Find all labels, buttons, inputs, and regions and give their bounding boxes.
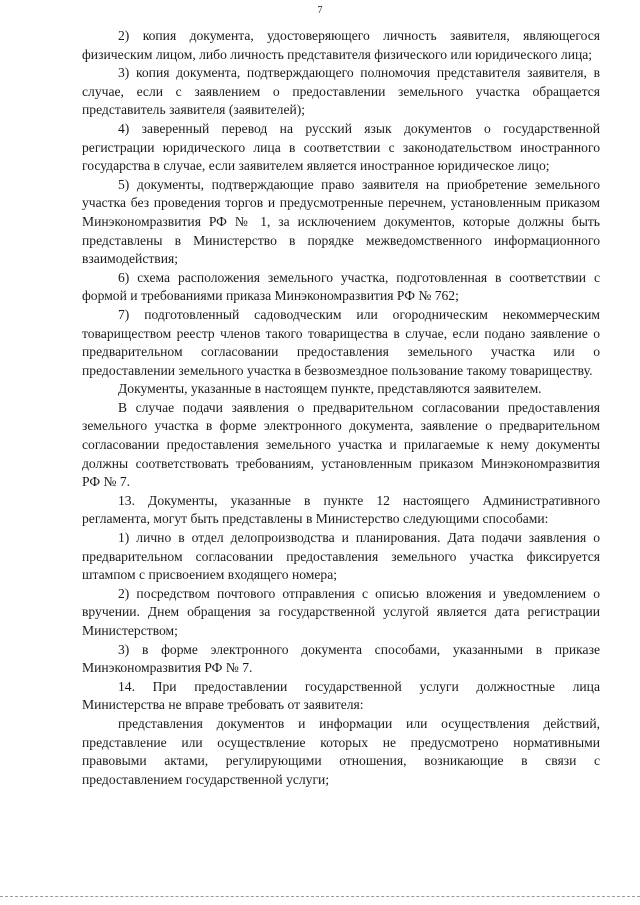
paragraph-documents-note: Документы, указанные в настоящем пункте, представляются заявителем.	[118, 381, 542, 397]
paragraph-item-7: 7) подготовленный садоводческим или огородническим некоммерческим товариществом реестр членов такого товарищества в случае, если подано заявление о предварительном согласовании предоставления земельного участка или о предоставлении земельного участка в безвозмездное пользование такому товариществу.	[82, 306, 600, 378]
paragraph-prohibited-requests: представления документов и информации или осуществления действий, представление или осуществление которых не предусмотрено нормативными правовыми актами, регулирующими отношения, возникающие в связи с предоставлением государственной услуги;	[82, 715, 600, 787]
document-body	[82, 27, 600, 789]
paragraph-item-3: 3) копия документа, подтверждающего полномочия представителя заявителя, в случае, если с заявлением о предоставлении земельного участка обращается представитель заявителя (заявителей);	[82, 65, 600, 118]
paragraph-method-in-person: 1) лично в отдел делопроизводства и планирования. Дата подачи заявления о предварительном согласовании предоставления земельного участка фиксируется штампом с присвоением входящего номера;	[82, 530, 600, 583]
paragraph-item-5: 5) документы, подтверждающие право заявителя на приобретение земельного участка без проведения торгов и предусмотренные перечнем, установленным приказом Минэкономразвития РФ № 1, за исключением документов, которые должны быть представлены в Министерство в порядке межведомственного информационного взаимодействия;	[82, 176, 600, 267]
paragraph-item-2: 2) копия документа, удостоверяющего личность заявителя, являющегося физическим лицом, либо личность представителя физического или юридического лица;	[82, 28, 600, 62]
scan-edge-line	[0, 896, 640, 897]
paragraph-item-6: 6) схема расположения земельного участка, подготовленная в соответствии с формой и требованиями приказа Минэкономразвития РФ № 762;	[82, 269, 600, 304]
paragraph-electronic-filing: В случае подачи заявления о предварительном согласовании предоставления земельного участка в форме электронного документа, заявление о предварительном согласовании предоставления земельного участка и прилагаемые к нему документы должны соответствовать требованиям, установленным приказом Минэкономразвития РФ № 7.	[82, 399, 600, 490]
paragraph-section-14: 14. При предоставлении государственной услуги должностные лица Министерства не вправе требовать от заявителя:	[82, 678, 600, 713]
paragraph-method-electronic: 3) в форме электронного документа способами, указанными в приказе Минэкономразвития РФ № 7.	[82, 641, 600, 676]
paragraph-section-13: 13. Документы, указанные в пункте 12 настоящего Административного регламента, могут быть представлены в Министерство следующими способами:	[82, 492, 600, 527]
paragraph-method-post: 2) посредством почтового отправления с описью вложения и уведомлением о вручении. Днем обращения за государственной услугой является дата регистрации Министерством;	[82, 585, 600, 638]
page-number: 7	[317, 5, 323, 16]
paragraph-item-4: 4) заверенный перевод на русский язык документов о государственной регистрации юридического лица в соответствии с законодательством иностранного государства в случае, если заявителем является иностранное юридическое лицо;	[82, 120, 600, 174]
